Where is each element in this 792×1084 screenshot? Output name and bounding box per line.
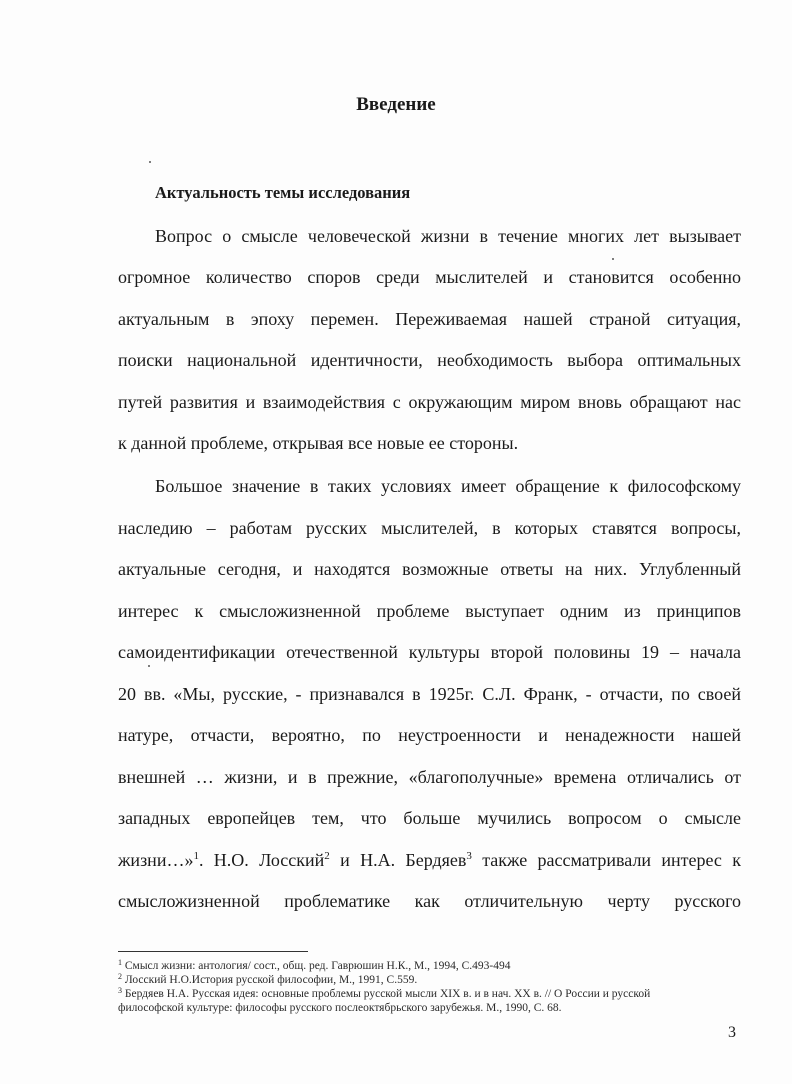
scan-speck (612, 258, 614, 260)
line-text: . Н.О. Лосский (198, 850, 325, 870)
paragraph-2-line-5: самоидентификации отечественной культуры второй половины 19 – начала (118, 642, 741, 662)
paragraph-2-line-11: смысложизненной проблематике как отличительную черту русского (118, 891, 741, 911)
footnote-text: Бердяев Н.А. Русская идея: основные проблемы русской мысли XIX в. и в нач. XX в. // О России и русской (122, 988, 651, 1000)
footnote-1 (118, 959, 511, 973)
footnote-ref-1: 1 (193, 850, 199, 862)
paragraph-2-line-6: 20 вв. «Мы, русские, - признавался в 1925г. С.Л. Франк, - отчасти, по своей (118, 684, 741, 704)
page-number: 3 (728, 1024, 736, 1041)
paragraph-2-line-10 (118, 849, 741, 871)
footnote-ref-2: 2 (324, 850, 330, 862)
section-heading: Актуальность темы исследования (155, 183, 411, 202)
footnote-text: Смысл жизни: антология/ сост., общ. ред. Гаврюшин Н.К., М., 1994, С.493-494 (122, 960, 511, 972)
page-title: Введение (356, 94, 436, 115)
scan-speck (149, 161, 151, 163)
paragraph-2-line-8: внешней … жизни, и в прежние, «благополучные» времена отличались от (118, 767, 741, 787)
paragraph-1-line-2: огромное количество споров среди мыслителей и становится особенно (118, 267, 741, 287)
footnote-separator (118, 951, 308, 952)
footnote-2 (118, 973, 417, 987)
paragraph-2-line-4: интерес к смысложизненной проблеме выступает одним из принципов (118, 601, 741, 621)
footnote-number: 3 (118, 986, 122, 995)
footnote-number: 2 (118, 972, 122, 981)
line-text: жизни…» (118, 850, 194, 870)
paragraph-1-line-1: Вопрос о смысле человеческой жизни в течение многих лет вызывает (155, 226, 741, 246)
footnote-number: 1 (118, 958, 122, 967)
footnote-text: Лосский Н.О.История русской философии, М., 1991, С.559. (122, 974, 418, 986)
footnote-3-continuation (118, 1001, 562, 1015)
footnote-3 (118, 987, 650, 1001)
line-text: и Н.А. Бердяев (329, 850, 467, 870)
paragraph-2-line-7: натуре, отчасти, вероятно, по неустроенности и ненадежности нашей (118, 725, 741, 745)
paragraph-2-line-2: наследию – работам русских мыслителей, в которых ставятся вопросы, (118, 518, 741, 538)
paragraph-2-line-9: западных европейцев тем, что больше мучились вопросом о смысле (118, 808, 741, 828)
paragraph-1-line-4: поиски национальной идентичности, необходимость выбора оптимальных (118, 350, 741, 370)
paragraph-2-line-1: Большое значение в таких условиях имеет обращение к философскому (155, 476, 741, 496)
paragraph-1-line-6: к данной проблеме, открывая все новые ее стороны. (118, 433, 519, 453)
footnote-text: философской культуре: философы русского послеоктябрьского зарубежья. М., 1990, С. 68. (118, 1002, 562, 1014)
paragraph-2-line-3: актуальные сегодня, и находятся возможные ответы на них. Углубленный (118, 559, 741, 579)
scan-speck (148, 665, 150, 667)
line-text: также рассматривали интерес к (471, 850, 741, 870)
paragraph-1-line-3: актуальным в эпоху перемен. Переживаемая нашей страной ситуация, (118, 309, 741, 329)
paragraph-1-line-5: путей развития и взаимодействия с окружающим миром вновь обращают нас (118, 392, 741, 412)
footnote-ref-3: 3 (466, 850, 472, 862)
